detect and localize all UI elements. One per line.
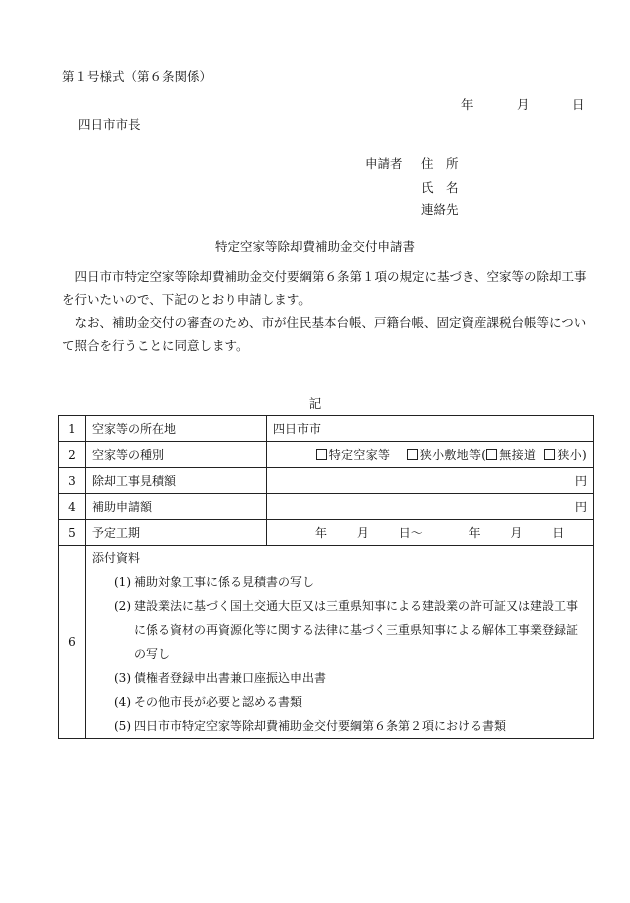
yen-unit: 円: [574, 500, 587, 514]
body-paragraph-2: なお、補助金交付の審査のため、市が住民基本台帳、戸籍台帳、固定資産課税台帳等について照合を行うことに同意します。: [62, 315, 587, 353]
item-number: (2): [114, 599, 131, 613]
item-text: 補助対象工事に係る見積書の写し: [134, 575, 315, 589]
item-text: その他市長が必要と認める書類: [134, 695, 303, 709]
table-row: [59, 416, 594, 442]
list-item: [92, 690, 587, 714]
form-number: 第１号様式（第６条関係）: [62, 69, 213, 84]
applicant-label: 申請者: [365, 156, 403, 171]
period-end-day: 日: [552, 526, 565, 540]
application-table: [58, 415, 594, 739]
date-day-label: 日: [572, 97, 585, 112]
option-kyosho-shikichi: 狭小敷地等(: [419, 448, 487, 462]
checkbox-kyosho-shikichi[interactable]: [407, 449, 418, 460]
item-number: (5): [114, 719, 131, 733]
option-musetsudo: 無接道: [499, 448, 537, 462]
attachments-list: [92, 570, 587, 738]
applicant-address-label: 住 所: [421, 156, 459, 171]
table-row: [59, 520, 594, 546]
row-label-period: 予定工期: [86, 520, 267, 546]
period-start-month: 月: [356, 526, 369, 540]
checkbox-musetsudo[interactable]: [486, 449, 497, 460]
body-text: [62, 265, 590, 357]
item-text: 建設業法に基づく国土交通大臣又は三重県知事による建設業の許可証又は建設工事に係る資材の再資源化等に関する法律に基づく三重県知事による解体工事業登録証の写し: [134, 599, 579, 661]
row-number: 4: [59, 494, 86, 520]
period-start-year: 年: [315, 526, 328, 540]
location-value: 四日市市: [267, 416, 594, 442]
body-paragraph-1: 四日市市特定空家等除却費補助金交付要綱第６条第１項の規定に基づき、空家等の除却工事を行いたいので、下記のとおり申請します。: [62, 269, 587, 307]
list-item: [92, 666, 587, 690]
table-row: [59, 494, 594, 520]
attachments-label: 添付資料: [92, 551, 141, 565]
option-kyosho: 狭小): [557, 448, 587, 462]
row-label-type: 空家等の種別: [86, 442, 267, 468]
estimate-field[interactable]: [267, 468, 594, 494]
item-text: 債権者登録申出書兼口座振込申出書: [134, 671, 327, 685]
attachments-cell: [86, 546, 594, 739]
document-title: 特定空家等除却費補助金交付申請書: [214, 239, 415, 254]
row-label-location: 空家等の所在地: [86, 416, 267, 442]
date-month-label: 月: [517, 97, 530, 112]
row-label-subsidy: 補助申請額: [86, 494, 267, 520]
yen-unit: 円: [574, 474, 587, 488]
row-number: 5: [59, 520, 86, 546]
subsidy-field[interactable]: [267, 494, 594, 520]
item-number: (1): [114, 575, 131, 589]
row-label-estimate: 除却工事見積額: [86, 468, 267, 494]
row-number: 6: [59, 546, 86, 739]
checkbox-tokutei[interactable]: [316, 449, 327, 460]
list-item: [92, 714, 587, 738]
row-number: 2: [59, 442, 86, 468]
row-number: 3: [59, 468, 86, 494]
table-row: [59, 468, 594, 494]
list-item: [92, 570, 587, 594]
list-item: [92, 594, 587, 666]
addressee: 四日市市長: [78, 117, 141, 132]
table-row: [59, 546, 594, 739]
applicant-name-label: 氏 名: [421, 180, 459, 195]
date-year-label: 年: [461, 97, 474, 112]
row-number: 1: [59, 416, 86, 442]
period-end-year: 年: [468, 526, 481, 540]
ki-heading: 記: [308, 396, 322, 411]
applicant-contact-label: 連絡先: [421, 202, 459, 217]
period-field[interactable]: [267, 520, 594, 546]
period-start-day: 日～: [398, 526, 423, 540]
item-text: 四日市市特定空家等除却費補助金交付要綱第６条第２項における書類: [134, 719, 507, 733]
item-number: (4): [114, 695, 131, 709]
checkbox-kyosho[interactable]: [544, 449, 555, 460]
type-options: [267, 442, 594, 468]
option-tokutei: 特定空家等: [328, 448, 391, 462]
period-end-month: 月: [510, 526, 523, 540]
item-number: (3): [114, 671, 131, 685]
table-row: [59, 442, 594, 468]
